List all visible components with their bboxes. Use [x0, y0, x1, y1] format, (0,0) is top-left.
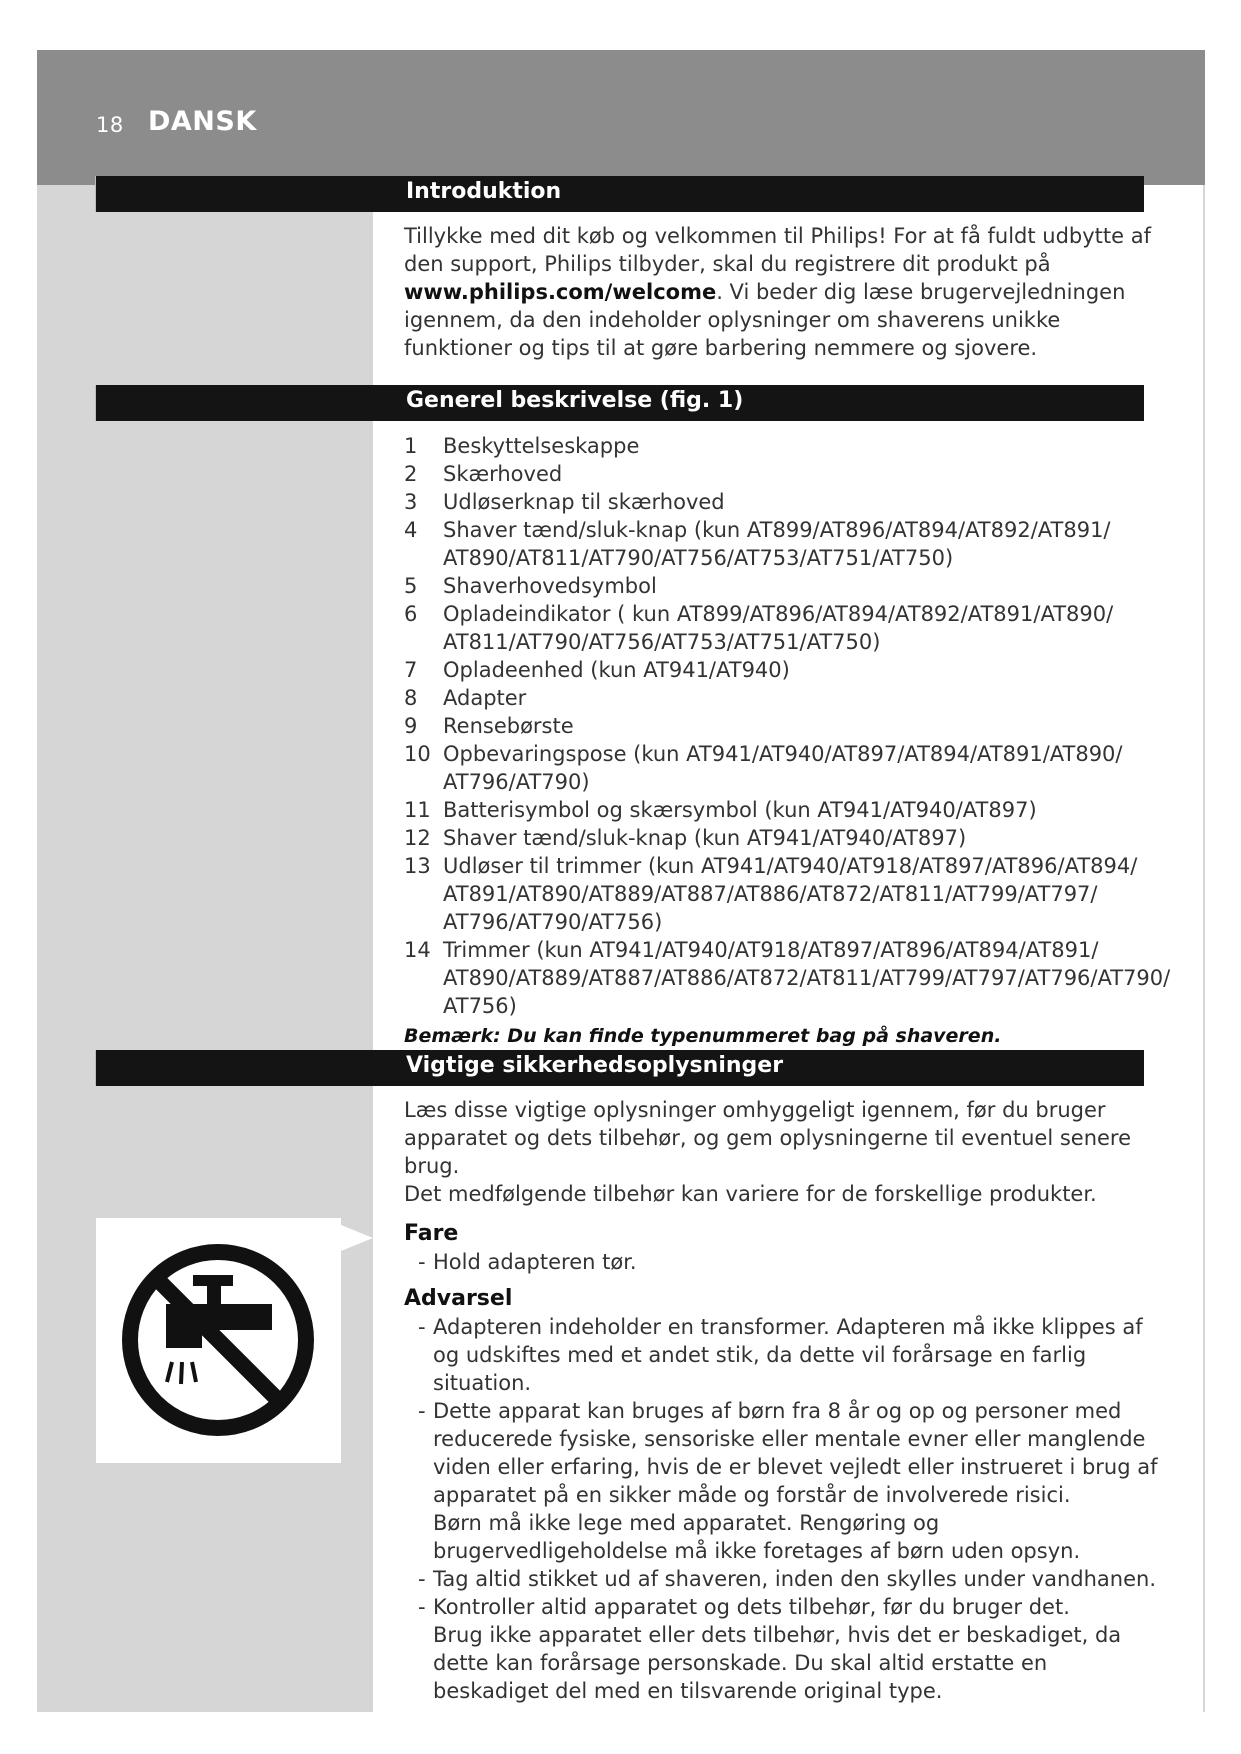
list-item [404, 824, 1164, 852]
list-item [404, 852, 1164, 880]
danger-heading: Fare [404, 1221, 459, 1246]
no-water-tap-icon [96, 1218, 341, 1463]
list-item-text: Shaver tænd/sluk-knap (kun AT941/AT940/AT897) [443, 826, 967, 850]
warning-item-text: Tag altid stikket ud af shaveren, inden den skylles under vandhanen. [433, 1567, 1156, 1591]
list-item [404, 796, 1164, 824]
philips-link[interactable]: www.philips.com/welcome [404, 280, 717, 304]
list-item-number: 5 [404, 574, 418, 598]
list-item-text: Opladeindikator ( kun AT899/AT896/AT894/AT892/AT891/AT890/ [443, 602, 1114, 626]
intro-text-after: . Vi beder dig læse brugervejledningen igennem, da den indeholder oplysninger om shaverens unikke funktioner og tips til at gøre barbering nemmere og sjovere. [404, 280, 1126, 360]
warning-item [404, 1565, 1164, 1593]
bullet-dash: - [418, 1399, 426, 1423]
list-item-continuation: AT890/AT889/AT887/AT886/AT872/AT811/AT799/AT797/AT796/AT790/ AT756) [443, 966, 1171, 1018]
list-item [404, 656, 1164, 684]
warning-item [404, 1397, 1164, 1565]
bullet-dash: - [418, 1595, 426, 1619]
icon-pointer [341, 1225, 373, 1251]
bullet-dash: - [418, 1315, 426, 1339]
list-item [404, 712, 1164, 740]
list-item-text: Shaver tænd/sluk-knap (kun AT899/AT896/AT894/AT892/AT891/ [443, 518, 1111, 542]
list-item-text: Opbevaringspose (kun AT941/AT940/AT897/AT894/AT891/AT890/ [443, 742, 1123, 766]
warning-item-text: Adapteren indeholder en transformer. Adapteren må ikke klippes af og udskiftes med et andet stik, da dette vil forårsage en farlig situation. [433, 1315, 1143, 1395]
section-bar-general [96, 385, 1144, 421]
list-item [404, 572, 1164, 600]
list-item [404, 516, 1164, 544]
safety-content [404, 1096, 1164, 1705]
list-item-text: Udløserknap til skærhoved [443, 490, 725, 514]
list-item-number: 14 [404, 938, 431, 962]
list-item-number: 10 [404, 742, 431, 766]
warning-item-text: Dette apparat kan bruges af børn fra 8 år og op og personer med reducerede fysiske, sensoriske eller mentale evner eller manglende viden eller erfaring, hvis de er blevet vejledt eller instrueret i brug af apparatet på en sikker måde og forstår de involverede risici. [433, 1399, 1158, 1507]
list-item-number: 1 [404, 434, 418, 458]
safety-intro-2: Det medfølgende tilbehør kan variere for de forskellige produkter. [404, 1182, 1097, 1206]
list-item-number: 7 [404, 658, 418, 682]
list-item-text: Adapter [443, 686, 527, 710]
safety-intro-1: Læs disse vigtige oplysninger omhyggeligt igennem, før du bruger apparatet og dets tilbehør, og gem oplysningerne til eventuel senere brug. [404, 1098, 1132, 1178]
warning-item-extra: Brug ikke apparatet eller dets tilbehør, hvis det er beskadiget, da dette kan forårsage personskade. Du skal altid erstatte en beskadiget del med en tilsvarende original type. [433, 1623, 1122, 1703]
intro-paragraph [404, 222, 1164, 362]
list-item-text: Beskyttelseskappe [443, 434, 640, 458]
list-item-text: Skærhoved [443, 462, 563, 486]
list-item-number: 2 [404, 462, 418, 486]
list-item-text: Udløser til trimmer (kun AT941/AT940/AT918/AT897/AT896/AT894/ [443, 854, 1138, 878]
section-title-general: Generel beskrivelse (fig. 1) [406, 388, 744, 413]
language-title: DANSK [148, 106, 257, 137]
warning-heading: Advarsel [404, 1286, 513, 1311]
warning-item-text: Kontroller altid apparatet og dets tilbehør, før du bruger det. [433, 1595, 1070, 1619]
list-item-text: Trimmer (kun AT941/AT940/AT918/AT897/AT896/AT894/AT891/ [443, 938, 1099, 962]
list-item-number: 8 [404, 686, 418, 710]
list-item [404, 488, 1164, 516]
list-item-text: Batterisymbol og skærsymbol (kun AT941/AT940/AT897) [443, 798, 1037, 822]
warning-item-extra: Børn må ikke lege med apparatet. Rengøring og brugervedligeholdelse må ikke foretages af børn uden opsyn. [433, 1511, 1081, 1563]
list-item [404, 432, 1164, 460]
list-item [404, 740, 1164, 768]
list-item-text: Shaverhovedsymbol [443, 574, 657, 598]
list-item-text: Rensebørste [443, 714, 574, 738]
section-title-intro: Introduktion [406, 179, 562, 204]
list-item-text: Opladeenhed (kun AT941/AT940) [443, 658, 790, 682]
list-item-number: 9 [404, 714, 418, 738]
list-item [404, 684, 1164, 712]
list-item-number: 13 [404, 854, 431, 878]
list-item-continuation: AT796/AT790) [443, 770, 590, 794]
list-item [404, 600, 1164, 628]
warning-item [404, 1313, 1164, 1397]
danger-item [404, 1248, 1164, 1276]
list-item-continuation: AT811/AT790/AT756/AT753/AT751/AT750) [443, 630, 881, 654]
list-item-number: 6 [404, 602, 418, 626]
parts-list [404, 432, 1171, 1050]
bullet-dash: - [418, 1567, 426, 1591]
list-item [404, 936, 1164, 964]
warning-list [404, 1313, 1164, 1705]
page-number: 18 [96, 113, 124, 137]
type-number-note: Bemærk: Du kan finde typenummeret bag på shaveren. [404, 1025, 1002, 1047]
danger-list [404, 1248, 1164, 1276]
right-edge-line [1203, 185, 1205, 1712]
list-item-continuation: AT890/AT811/AT790/AT756/AT753/AT751/AT750) [443, 546, 954, 570]
list-item [404, 460, 1164, 488]
danger-item-text: Hold adapteren tør. [433, 1250, 637, 1274]
list-item-number: 4 [404, 518, 418, 542]
section-bar-intro [96, 176, 1144, 212]
bullet-dash: - [418, 1250, 426, 1274]
list-item-number: 3 [404, 490, 418, 514]
warning-item [404, 1593, 1164, 1705]
list-item-continuation: AT891/AT890/AT889/AT887/AT886/AT872/AT811/AT799/AT797/ AT796/AT790/AT756) [443, 882, 1098, 934]
section-title-safety: Vigtige sikkerhedsoplysninger [406, 1053, 784, 1078]
intro-text-before: Tillykke med dit køb og velkommen til Philips! For at få fuldt udbytte af den support, Philips tilbyder, skal du registrere dit produkt på [404, 224, 1151, 276]
list-item-number: 11 [404, 798, 431, 822]
section-bar-safety [96, 1050, 1144, 1086]
list-item-number: 12 [404, 826, 431, 850]
